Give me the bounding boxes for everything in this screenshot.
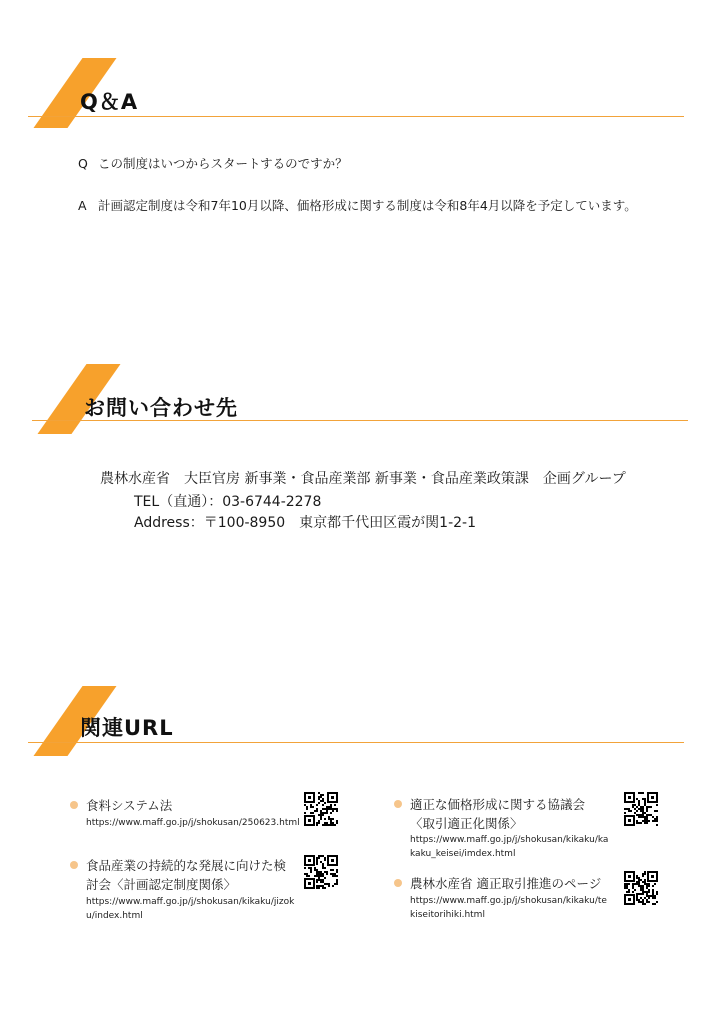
answer-tag: A [78, 198, 87, 213]
qr-code-icon [624, 792, 658, 826]
answer-text: 計画認定制度は令和7年10月以降、価格形成に関する制度は令和8年4月以降を予定しています。 [98, 198, 637, 213]
link-url-continued[interactable]: kaku_keisei/imdex.html [410, 849, 516, 859]
section-title: 関連URL [80, 716, 174, 740]
contact-address: Address：〒100-8950 東京都千代田区霞が関1-2-1 [134, 515, 476, 531]
qr-code-icon [304, 855, 338, 889]
link-url[interactable]: https://www.maff.go.jp/j/shokusan/kikaku/ka [410, 835, 609, 845]
answer-row [78, 196, 637, 214]
section-title: お問い合わせ先 [84, 396, 238, 420]
contact-section-header [0, 364, 724, 444]
section-divider [28, 116, 684, 117]
link-url[interactable]: https://www.maff.go.jp/j/shokusan/kikaku/te [410, 896, 607, 906]
links-section-header [0, 686, 724, 766]
contact-tel: TEL（直通）：03-6744-2278 [134, 494, 322, 510]
question-text: この制度はいつからスタートするのですか？ [98, 156, 348, 171]
contact-organization: 農林水産省 大臣官房 新事業・食品産業部 新事業・食品産業政策課 企画グループ [100, 471, 626, 487]
question-tag: Q [78, 156, 88, 171]
question-row [78, 154, 348, 172]
bullet-icon [70, 801, 78, 809]
link-url-continued[interactable]: kiseitorihiki.html [410, 910, 485, 920]
qa-section-header [0, 58, 724, 138]
link-title[interactable]: 食品産業の持続的な発展に向けた検 [86, 858, 287, 873]
link-title-continued[interactable]: 〈取引適正化関係〉 [410, 816, 523, 831]
section-title: Q＆A [80, 90, 139, 114]
bullet-icon [394, 800, 402, 808]
link-title[interactable]: 適正な価格形成に関する協議会 [410, 797, 586, 812]
link-url[interactable]: https://www.maff.go.jp/j/shokusan/250623.html [86, 818, 300, 828]
bullet-icon [394, 879, 402, 887]
link-title[interactable]: 農林水産省 適正取引推進のページ [410, 876, 602, 891]
link-url[interactable]: https://www.maff.go.jp/j/shokusan/kikaku/jizok [86, 897, 295, 907]
qr-code-icon [624, 871, 658, 905]
link-url-continued[interactable]: u/index.html [86, 911, 143, 921]
link-title[interactable]: 食料システム法 [86, 798, 173, 813]
bullet-icon [70, 861, 78, 869]
section-divider [28, 742, 684, 743]
link-title-continued[interactable]: 討会〈計画認定制度関係〉 [86, 877, 237, 892]
qr-code-icon [304, 792, 338, 826]
